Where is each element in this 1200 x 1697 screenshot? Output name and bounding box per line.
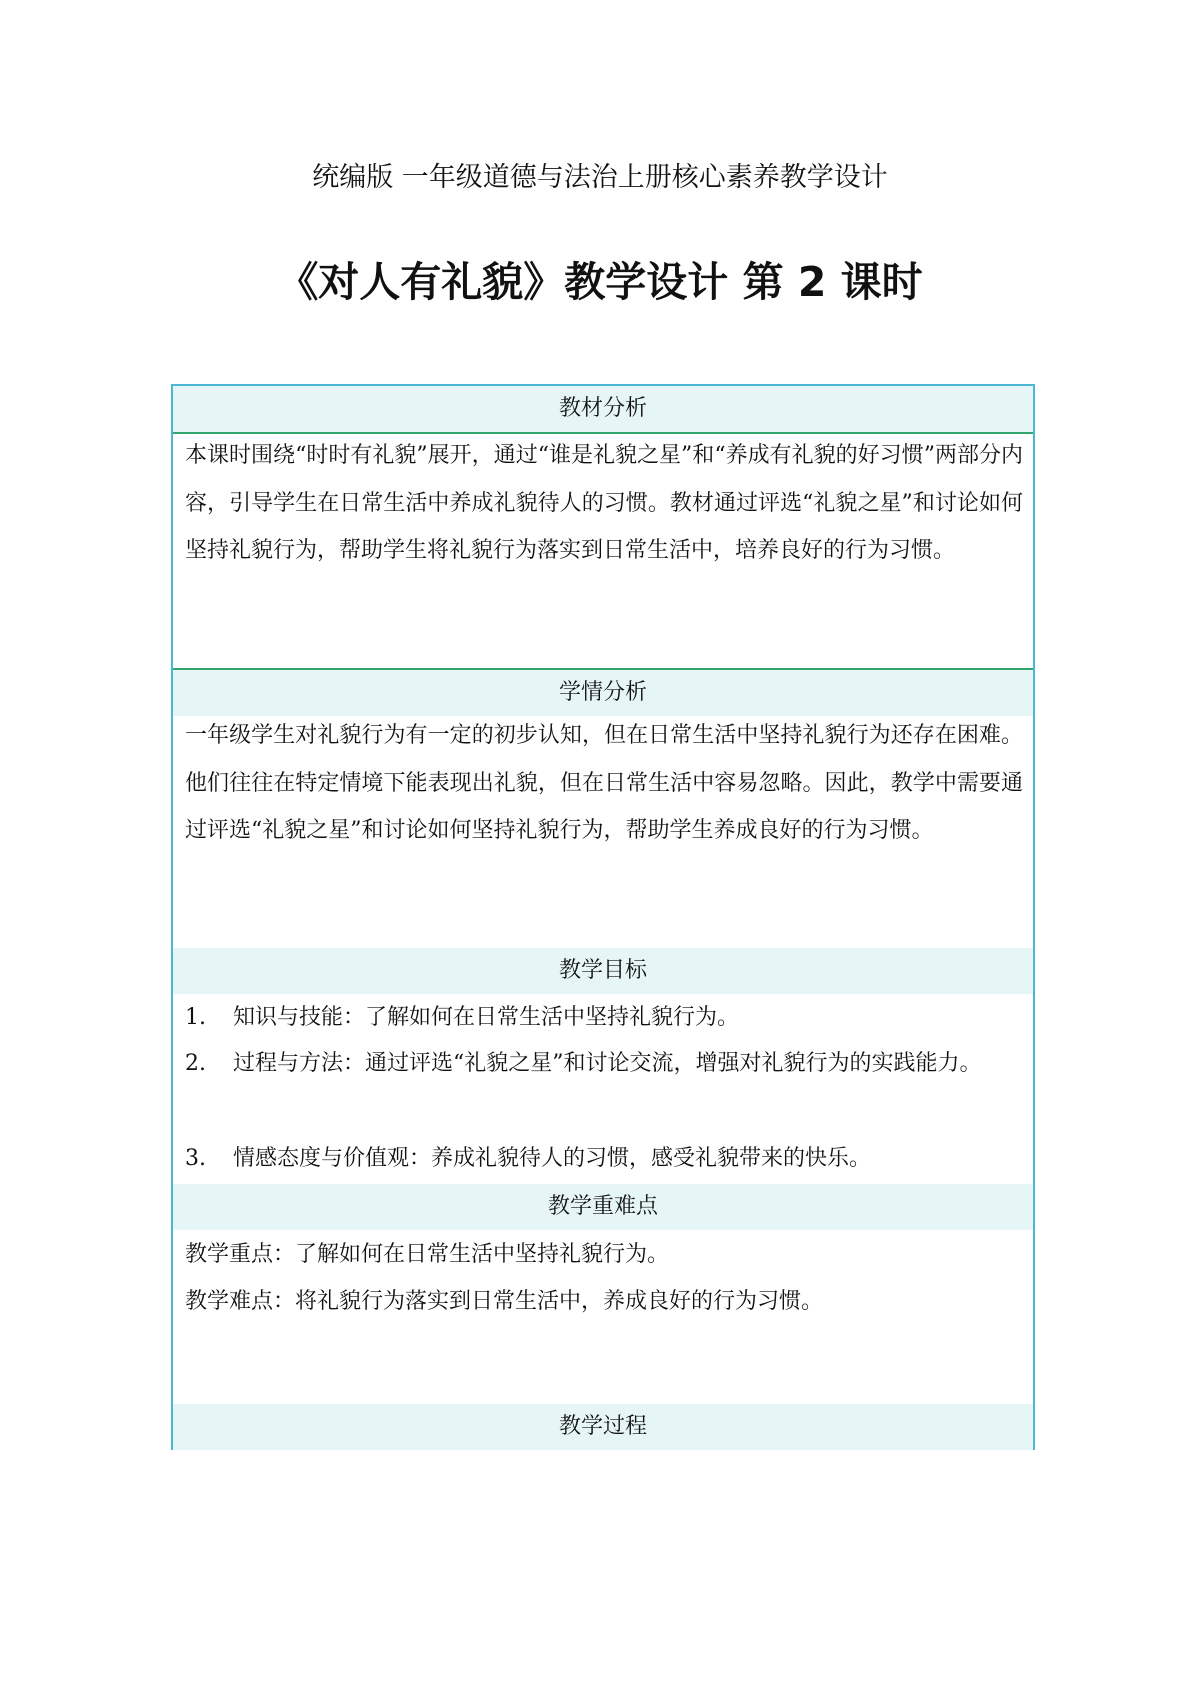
document-subtitle: 统编版 一年级道德与法治上册核心素养教学设计 [312, 162, 888, 193]
learner-analysis-heading: 学情分析 [173, 670, 1033, 716]
teaching-process-heading: 教学过程 [173, 1404, 1033, 1450]
goal-text: 知识与技能：了解如何在日常生活中坚持礼貌行为。 [233, 1005, 740, 1030]
document-title: 《对人有礼貌》教学设计 第 2 课时 [277, 258, 923, 306]
goal-text: 过程与方法：通过评选“礼貌之星”和讨论交流，增强对礼貌行为的实践能力。 [233, 1051, 982, 1076]
goal-number: 2. [185, 1051, 206, 1076]
goal-item [185, 1040, 1023, 1088]
difficulty-text: 教学难点：将礼貌行为落实到日常生活中，养成良好的行为习惯。 [185, 1289, 824, 1314]
goal-text: 情感态度与价值观：养成礼貌待人的习惯，感受礼貌带来的快乐。 [233, 1146, 872, 1171]
goal-item [185, 994, 1023, 1041]
goal-number: 3. [185, 1146, 206, 1171]
material-analysis-text: 本课时围绕“时时有礼貌”展开，通过“谁是礼貌之星”和“养成有礼貌的好习惯”两部分内容，引导学生在日常生活中养成礼貌待人的习惯。教材通过评选“礼貌之星”和讨论如何坚持礼貌行为，帮助学生将礼貌行为落实到日常生活中，培养良好的行为习惯。 [185, 443, 1023, 563]
material-analysis-heading: 教材分析 [173, 386, 1033, 432]
learner-analysis-text: 一年级学生对礼貌行为有一定的初步认知，但在日常生活中坚持礼貌行为还存在困难。他们往往在特定情境下能表现出礼貌，但在日常生活中容易忽略。因此，教学中需要通过评选“礼貌之星”和讨论如何坚持礼貌行为，帮助学生养成良好的行为习惯。 [185, 723, 1023, 843]
key-points-heading: 教学重难点 [173, 1184, 1033, 1230]
goal-item [185, 1135, 1023, 1182]
goal-number: 1. [185, 1005, 206, 1030]
lesson-plan-table [171, 384, 1035, 1450]
teaching-goals-heading: 教学目标 [173, 948, 1033, 994]
key-point-text: 教学重点：了解如何在日常生活中坚持礼貌行为。 [185, 1242, 670, 1267]
